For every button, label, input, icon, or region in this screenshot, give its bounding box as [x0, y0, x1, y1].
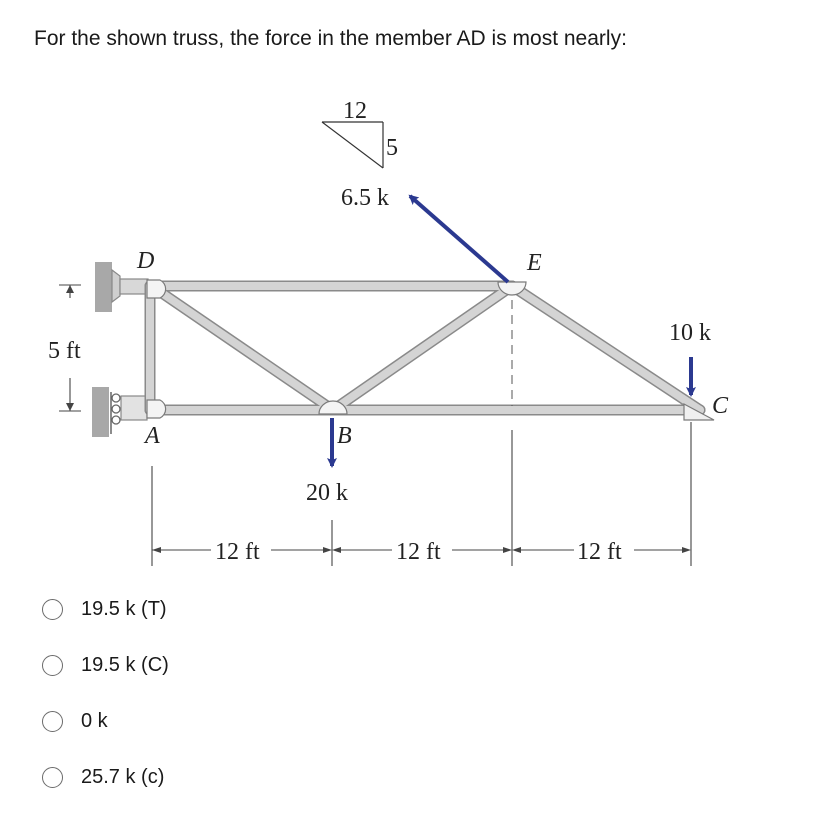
joint-label-c: C — [712, 393, 729, 419]
option-label: 0 k — [81, 710, 108, 732]
span-dimension-2-label: 12 ft — [396, 539, 441, 565]
joint-label-d: D — [137, 248, 155, 274]
slope-horizontal-label: 12 — [343, 98, 367, 124]
load-inclined-label: 6.5 k — [341, 185, 389, 211]
joint-d — [147, 280, 166, 298]
span-dimension-1-label: 12 ft — [215, 539, 260, 565]
option-label: 19.5 k (C) — [81, 654, 169, 676]
height-dimension-label: 5 ft — [48, 338, 81, 364]
joint-label-b: B — [337, 423, 352, 449]
option-25-7-compression[interactable] — [42, 766, 164, 789]
arrow-inclined-load — [410, 196, 508, 282]
wall-support-a — [92, 387, 147, 437]
joint-a — [147, 400, 166, 418]
truss-members — [150, 286, 700, 410]
slope-vertical-label: 5 — [386, 135, 398, 161]
load-b-label: 20 k — [306, 480, 348, 506]
option-19-5-tension[interactable] — [42, 598, 167, 621]
radio-button[interactable] — [42, 599, 63, 620]
radio-button[interactable] — [42, 767, 63, 788]
slope-indicator — [322, 98, 398, 168]
radio-button[interactable] — [42, 655, 63, 676]
question-text: For the shown truss, the force in the member AD is most nearly: — [34, 27, 627, 50]
option-label: 25.7 k (c) — [81, 766, 165, 788]
gusset-plates — [147, 280, 714, 420]
option-zero[interactable] — [42, 710, 108, 733]
radio-button[interactable] — [42, 711, 63, 732]
option-19-5-compression[interactable] — [42, 654, 169, 677]
span-dimension-3-label: 12 ft — [577, 539, 622, 565]
joint-label-a: A — [145, 423, 160, 449]
load-c-label: 10 k — [669, 320, 711, 346]
option-label: 19.5 k (T) — [81, 598, 167, 620]
joint-label-e: E — [527, 250, 542, 276]
